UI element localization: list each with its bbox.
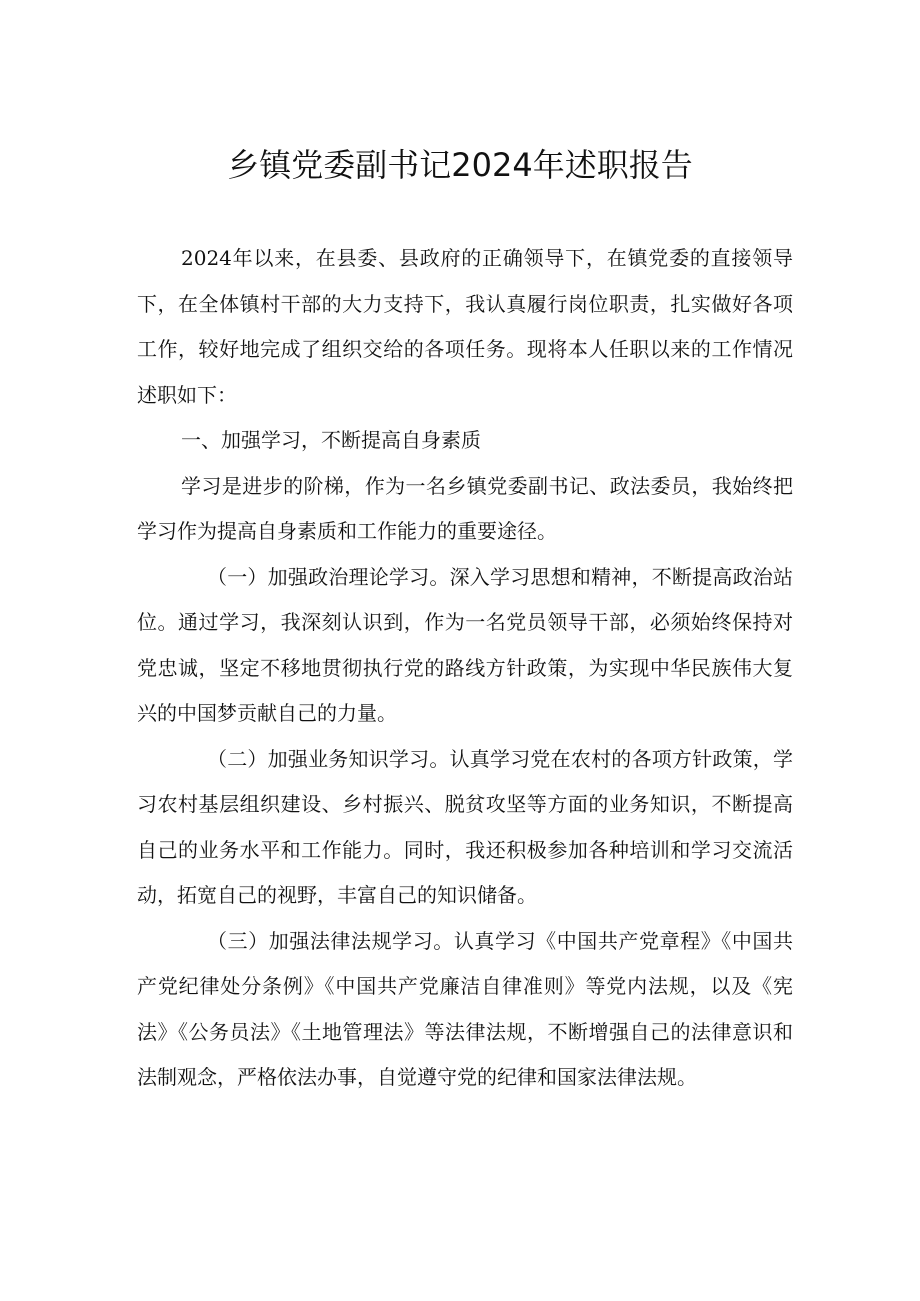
- document-body: [137, 236, 793, 1101]
- paragraph-business-knowledge: （二）加强业务知识学习。认真学习党在农村的各项方针政策，学习农村基层组织建设、乡村振兴、脱贫攻坚等方面的业务知识，不断提高自己的业务水平和工作能力。同时，我还积极参加各种培训和学习交流活动，拓宽自己的视野，丰富自己的知识储备。: [137, 746, 793, 907]
- paragraph-laws-regulations: （三）加强法律法规学习。认真学习《中国共产党章程》《中国共产党纪律处分条例》《中国共产党廉洁自律准则》等党内法规，以及《宪法》《公务员法》《土地管理法》等法律法规，不断增强自己的法律意识和法制观念，严格依法办事，自觉遵守党的纪律和国家法律法规。: [137, 928, 793, 1089]
- section-heading-1: 一、加强学习，不断提高自身素质: [181, 428, 481, 452]
- paragraph-learning: 学习是进步的阶梯，作为一名乡镇党委副书记、政法委员，我始终把学习作为提高自身素质和工作能力的重要途径。: [137, 473, 793, 543]
- document-title: 乡镇党委副书记2024年述职报告: [227, 146, 693, 184]
- paragraph-intro: 2024年以来，在县委、县政府的正确领导下，在镇党委的直接领导下，在全体镇村干部的大力支持下，我认真履行岗位职责，扎实做好各项工作，较好地完成了组织交给的各项任务。现将本人任职以来的工作情况述职如下：: [137, 246, 793, 407]
- paragraph-political-theory: （一）加强政治理论学习。深入学习思想和精神，不断提高政治站位。通过学习，我深刻认识到，作为一名党员领导干部，必须始终保持对党忠诚，坚定不移地贯彻执行党的路线方针政策，为实现中华民族伟大复兴的中国梦贡献自己的力量。: [137, 564, 793, 725]
